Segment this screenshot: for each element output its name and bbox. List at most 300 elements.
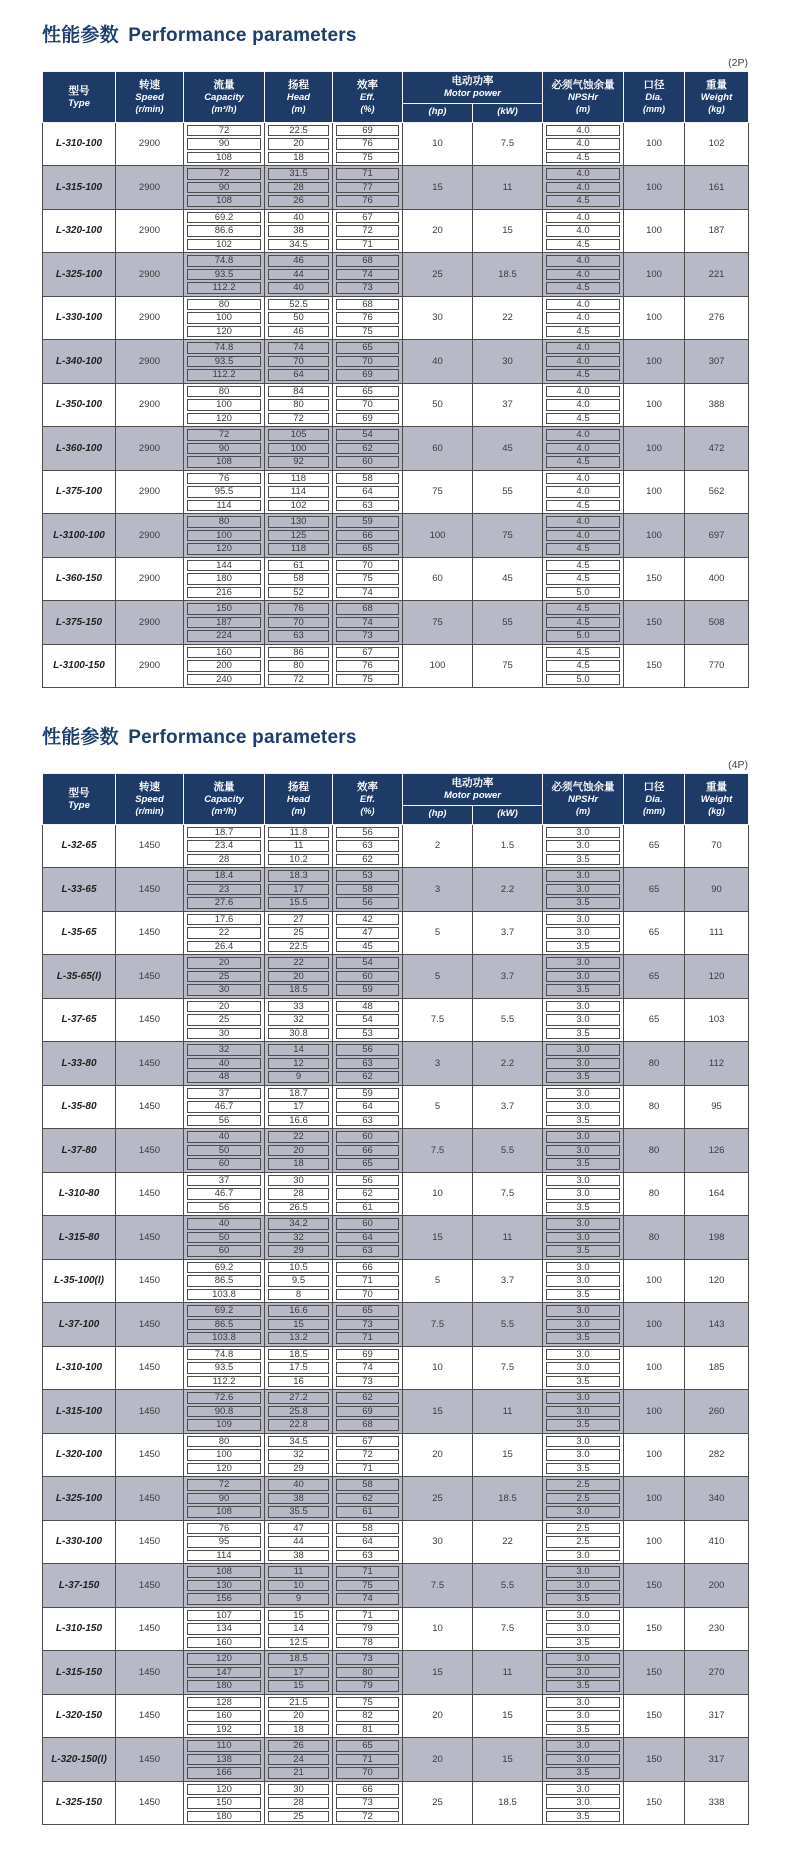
cell-weight: 276 xyxy=(685,296,749,340)
cell-type: L-35-65 xyxy=(43,911,116,955)
col-npshr: 必须气蚀余量 NPSHr (m) xyxy=(543,72,624,123)
value-box: 34.2 xyxy=(268,1218,329,1230)
cell-kw: 5.5 xyxy=(473,1129,543,1173)
cell-hp: 10 xyxy=(403,1607,473,1651)
cell-eff xyxy=(333,955,403,999)
cell-npshr xyxy=(543,1694,624,1738)
cell-type: L-35-65(I) xyxy=(43,955,116,999)
table-row xyxy=(43,1738,749,1782)
value-box: 12 xyxy=(268,1058,329,1070)
value-box: 34.5 xyxy=(268,239,329,251)
value-box: 54 xyxy=(336,429,399,441)
value-box: 105 xyxy=(268,429,329,441)
value-box: 78 xyxy=(336,1637,399,1649)
value-box: 71 xyxy=(336,1566,399,1578)
cell-kw: 45 xyxy=(473,557,543,601)
value-box: 110 xyxy=(187,1740,261,1752)
cell-type: L-325-100 xyxy=(43,253,116,297)
value-box: 62 xyxy=(336,1071,399,1083)
cell-weight: 317 xyxy=(685,1694,749,1738)
value-box: 44 xyxy=(268,269,329,281)
cell-dia: 65 xyxy=(624,824,685,868)
value-box: 56 xyxy=(336,827,399,839)
value-box: 3.0 xyxy=(546,927,620,939)
cell-npshr xyxy=(543,1651,624,1695)
value-box: 37 xyxy=(187,1088,261,1100)
cell-hp: 40 xyxy=(403,340,473,384)
value-box: 4.0 xyxy=(546,486,620,498)
value-box: 56 xyxy=(336,897,399,909)
cell-eff xyxy=(333,824,403,868)
cell-npshr xyxy=(543,1607,624,1651)
value-box: 3.5 xyxy=(546,1593,620,1605)
cell-weight: 270 xyxy=(685,1651,749,1695)
cell-type: L-375-150 xyxy=(43,601,116,645)
value-box: 72 xyxy=(336,1811,399,1823)
cell-capacity xyxy=(184,1433,265,1477)
cell-eff xyxy=(333,911,403,955)
cell-capacity xyxy=(184,340,265,384)
cell-eff xyxy=(333,601,403,645)
table-row xyxy=(43,955,749,999)
value-box: 15 xyxy=(268,1680,329,1692)
value-box: 40 xyxy=(187,1218,261,1230)
cell-eff xyxy=(333,1259,403,1303)
section-title-en: Performance parameters xyxy=(128,727,357,749)
cell-speed: 2900 xyxy=(116,166,184,210)
cell-kw: 22 xyxy=(473,1520,543,1564)
col-eff: 效率 Eff. (%) xyxy=(333,774,403,825)
col-capacity: 流量 Capacity (m³/h) xyxy=(184,72,265,123)
cell-speed: 2900 xyxy=(116,253,184,297)
cell-speed: 1450 xyxy=(116,998,184,1042)
cell-head xyxy=(265,427,333,471)
cell-npshr xyxy=(543,824,624,868)
cell-head xyxy=(265,1216,333,1260)
cell-dia: 100 xyxy=(624,1390,685,1434)
cell-hp: 15 xyxy=(403,166,473,210)
value-box: 90.8 xyxy=(187,1406,261,1418)
col-type: 型号 Type xyxy=(43,774,116,825)
value-box: 4.5 xyxy=(546,239,620,251)
value-box: 68 xyxy=(336,603,399,615)
value-box: 23 xyxy=(187,884,261,896)
value-box: 130 xyxy=(187,1580,261,1592)
cell-npshr xyxy=(543,1564,624,1608)
value-box: 3.0 xyxy=(546,1262,620,1274)
value-box: 3.5 xyxy=(546,1071,620,1083)
cell-head xyxy=(265,601,333,645)
value-box: 72 xyxy=(187,125,261,137)
value-box: 71 xyxy=(336,1275,399,1287)
cell-dia: 100 xyxy=(624,470,685,514)
cell-weight: 410 xyxy=(685,1520,749,1564)
value-box: 58 xyxy=(336,1479,399,1491)
value-box: 65 xyxy=(336,1158,399,1170)
value-box: 3.5 xyxy=(546,984,620,996)
value-box: 18 xyxy=(268,1158,329,1170)
cell-capacity xyxy=(184,1085,265,1129)
cell-eff xyxy=(333,427,403,471)
value-box: 26.4 xyxy=(187,941,261,953)
cell-speed: 1450 xyxy=(116,911,184,955)
cell-kw: 11 xyxy=(473,1390,543,1434)
value-box: 10 xyxy=(268,1580,329,1592)
cell-type: L-315-150 xyxy=(43,1651,116,1695)
value-box: 10.2 xyxy=(268,854,329,866)
table-row xyxy=(43,166,749,210)
cell-speed: 2900 xyxy=(116,427,184,471)
value-box: 180 xyxy=(187,573,261,585)
value-box: 63 xyxy=(336,840,399,852)
value-box: 18 xyxy=(268,1724,329,1736)
cell-weight: 221 xyxy=(685,253,749,297)
value-box: 62 xyxy=(336,854,399,866)
value-box: 180 xyxy=(187,1680,261,1692)
cell-type: L-360-100 xyxy=(43,427,116,471)
cell-head xyxy=(265,470,333,514)
cell-capacity xyxy=(184,1781,265,1825)
value-box: 28 xyxy=(268,1188,329,1200)
cell-head xyxy=(265,209,333,253)
cell-npshr xyxy=(543,557,624,601)
cell-weight: 400 xyxy=(685,557,749,601)
cell-weight: 200 xyxy=(685,1564,749,1608)
value-box: 52.5 xyxy=(268,299,329,311)
cell-weight: 388 xyxy=(685,383,749,427)
value-box: 54 xyxy=(336,1014,399,1026)
value-box: 18.5 xyxy=(268,1653,329,1665)
value-box: 72 xyxy=(268,674,329,686)
value-box: 65 xyxy=(336,386,399,398)
cell-speed: 1450 xyxy=(116,1259,184,1303)
value-box: 18.7 xyxy=(268,1088,329,1100)
table-row xyxy=(43,911,749,955)
value-box: 93.5 xyxy=(187,269,261,281)
value-box: 20 xyxy=(187,957,261,969)
value-box: 32 xyxy=(268,1449,329,1461)
cell-weight: 697 xyxy=(685,514,749,558)
cell-weight: 317 xyxy=(685,1738,749,1782)
value-box: 120 xyxy=(187,326,261,338)
value-box: 21 xyxy=(268,1767,329,1779)
cell-npshr xyxy=(543,1520,624,1564)
value-box: 71 xyxy=(336,1610,399,1622)
value-box: 26 xyxy=(268,1740,329,1752)
value-box: 28 xyxy=(268,182,329,194)
value-box: 18.5 xyxy=(268,1349,329,1361)
cell-capacity xyxy=(184,1477,265,1521)
value-box: 63 xyxy=(336,1058,399,1070)
value-box: 77 xyxy=(336,182,399,194)
value-box: 4.0 xyxy=(546,516,620,528)
table-row xyxy=(43,383,749,427)
cell-kw: 18.5 xyxy=(473,1781,543,1825)
cell-capacity xyxy=(184,209,265,253)
value-box: 60 xyxy=(336,456,399,468)
cell-dia: 100 xyxy=(624,340,685,384)
cell-head xyxy=(265,1564,333,1608)
value-box: 16.6 xyxy=(268,1305,329,1317)
value-box: 68 xyxy=(336,1419,399,1431)
value-box: 66 xyxy=(336,1784,399,1796)
value-box: 3.5 xyxy=(546,854,620,866)
value-box: 3.0 xyxy=(546,1275,620,1287)
cell-head xyxy=(265,296,333,340)
table-row xyxy=(43,1303,749,1347)
cell-npshr xyxy=(543,427,624,471)
value-box: 144 xyxy=(187,560,261,572)
cell-speed: 1450 xyxy=(116,1172,184,1216)
value-box: 32 xyxy=(187,1044,261,1056)
cell-weight: 340 xyxy=(685,1477,749,1521)
value-box: 61 xyxy=(336,1202,399,1214)
value-box: 118 xyxy=(268,473,329,485)
cell-type: L-310-150 xyxy=(43,1607,116,1651)
cell-kw: 18.5 xyxy=(473,1477,543,1521)
pole-count-label: (4P) xyxy=(728,759,748,772)
cell-capacity xyxy=(184,911,265,955)
cell-kw: 55 xyxy=(473,601,543,645)
performance-section-4p xyxy=(42,722,748,1825)
cell-npshr xyxy=(543,1129,624,1173)
col-dia: 口径 Dia. (mm) xyxy=(624,72,685,123)
table-row xyxy=(43,1129,749,1173)
cell-dia: 100 xyxy=(624,1303,685,1347)
cell-eff xyxy=(333,868,403,912)
cell-kw: 37 xyxy=(473,383,543,427)
cell-dia: 100 xyxy=(624,1346,685,1390)
value-box: 240 xyxy=(187,674,261,686)
value-box: 59 xyxy=(336,516,399,528)
cell-weight: 307 xyxy=(685,340,749,384)
table-row xyxy=(43,296,749,340)
value-box: 100 xyxy=(187,1449,261,1461)
value-box: 125 xyxy=(268,530,329,542)
cell-type: L-340-100 xyxy=(43,340,116,384)
cell-head xyxy=(265,1259,333,1303)
value-box: 50 xyxy=(187,1232,261,1244)
cell-npshr xyxy=(543,955,624,999)
performance-section-2p xyxy=(42,20,748,688)
value-box: 4.0 xyxy=(546,443,620,455)
value-box: 93.5 xyxy=(187,1362,261,1374)
value-box: 56 xyxy=(336,1044,399,1056)
value-box: 25 xyxy=(187,1014,261,1026)
value-box: 3.5 xyxy=(546,1463,620,1475)
value-box: 4.5 xyxy=(546,617,620,629)
value-box: 3.5 xyxy=(546,1245,620,1257)
cell-dia: 100 xyxy=(624,427,685,471)
cell-hp: 50 xyxy=(403,383,473,427)
value-box: 100 xyxy=(187,530,261,542)
value-box: 63 xyxy=(336,1550,399,1562)
value-box: 3.0 xyxy=(546,1566,620,1578)
value-box: 32 xyxy=(268,1232,329,1244)
value-box: 4.5 xyxy=(546,647,620,659)
table-row xyxy=(43,1477,749,1521)
cell-hp: 75 xyxy=(403,470,473,514)
cell-hp: 100 xyxy=(403,644,473,688)
value-box: 3.0 xyxy=(546,1697,620,1709)
value-box: 75 xyxy=(336,674,399,686)
value-box: 74 xyxy=(268,342,329,354)
cell-kw: 1.5 xyxy=(473,824,543,868)
cell-head xyxy=(265,1042,333,1086)
cell-capacity xyxy=(184,470,265,514)
value-box: 69 xyxy=(336,1406,399,1418)
col-type: 型号 Type xyxy=(43,72,116,123)
cell-weight: 508 xyxy=(685,601,749,645)
value-box: 64 xyxy=(336,486,399,498)
value-box: 63 xyxy=(336,1245,399,1257)
cell-head xyxy=(265,383,333,427)
value-box: 80 xyxy=(336,1667,399,1679)
table-row xyxy=(43,998,749,1042)
value-box: 34.5 xyxy=(268,1436,329,1448)
value-box: 84 xyxy=(268,386,329,398)
cell-kw: 15 xyxy=(473,209,543,253)
cell-capacity xyxy=(184,1172,265,1216)
value-box: 22 xyxy=(268,1131,329,1143)
value-box: 3.0 xyxy=(546,1436,620,1448)
value-box: 3.0 xyxy=(546,1349,620,1361)
cell-speed: 2900 xyxy=(116,601,184,645)
col-head: 扬程 Head (m) xyxy=(265,774,333,825)
col-weight: 重量 Weight (kg) xyxy=(685,774,749,825)
value-box: 108 xyxy=(187,152,261,164)
cell-head xyxy=(265,122,333,166)
cell-npshr xyxy=(543,122,624,166)
value-box: 69 xyxy=(336,125,399,137)
col-hp: (hp) xyxy=(403,805,473,824)
cell-eff xyxy=(333,644,403,688)
value-box: 47 xyxy=(268,1523,329,1535)
value-box: 74 xyxy=(336,1362,399,1374)
value-box: 61 xyxy=(336,1506,399,1518)
value-box: 30 xyxy=(268,1784,329,1796)
cell-type: L-315-100 xyxy=(43,1390,116,1434)
table-row xyxy=(43,1651,749,1695)
cell-kw: 5.5 xyxy=(473,1564,543,1608)
value-box: 3.0 xyxy=(546,1131,620,1143)
pole-count-label: (2P) xyxy=(728,57,748,69)
cell-npshr xyxy=(543,253,624,297)
value-box: 200 xyxy=(187,660,261,672)
value-box: 69.2 xyxy=(187,1305,261,1317)
cell-kw: 11 xyxy=(473,1651,543,1695)
value-box: 60 xyxy=(336,971,399,983)
cell-kw: 7.5 xyxy=(473,122,543,166)
cell-dia: 100 xyxy=(624,166,685,210)
cell-hp: 15 xyxy=(403,1390,473,1434)
value-box: 90 xyxy=(187,182,261,194)
value-box: 21.5 xyxy=(268,1697,329,1709)
table-header xyxy=(43,72,749,123)
cell-type: L-33-80 xyxy=(43,1042,116,1086)
table-row xyxy=(43,514,749,558)
value-box: 147 xyxy=(187,1667,261,1679)
cell-hp: 25 xyxy=(403,1477,473,1521)
value-box: 64 xyxy=(336,1232,399,1244)
value-box: 3.5 xyxy=(546,1158,620,1170)
value-box: 114 xyxy=(187,1550,261,1562)
cell-speed: 2900 xyxy=(116,644,184,688)
value-box: 22.8 xyxy=(268,1419,329,1431)
value-box: 22 xyxy=(268,957,329,969)
value-box: 160 xyxy=(187,647,261,659)
cell-dia: 150 xyxy=(624,1738,685,1782)
cell-head xyxy=(265,1172,333,1216)
cell-capacity xyxy=(184,601,265,645)
cell-eff xyxy=(333,1781,403,1825)
value-box: 112.2 xyxy=(187,1376,261,1388)
cell-dia: 100 xyxy=(624,1520,685,1564)
value-box: 48 xyxy=(336,1001,399,1013)
col-capacity: 流量 Capacity (m³/h) xyxy=(184,774,265,825)
value-box: 3.5 xyxy=(546,1680,620,1692)
cell-kw: 45 xyxy=(473,427,543,471)
value-box: 17.5 xyxy=(268,1362,329,1374)
value-box: 102 xyxy=(187,239,261,251)
value-box: 3.0 xyxy=(546,1740,620,1752)
cell-dia: 100 xyxy=(624,296,685,340)
value-box: 29 xyxy=(268,1463,329,1475)
value-box: 4.5 xyxy=(546,660,620,672)
cell-eff xyxy=(333,253,403,297)
value-box: 70 xyxy=(336,1289,399,1301)
value-box: 66 xyxy=(336,530,399,542)
cell-weight: 338 xyxy=(685,1781,749,1825)
value-box: 3.5 xyxy=(546,1724,620,1736)
cell-type: L-325-100 xyxy=(43,1477,116,1521)
value-box: 4.0 xyxy=(546,212,620,224)
cell-head xyxy=(265,955,333,999)
value-box: 107 xyxy=(187,1610,261,1622)
value-box: 3.5 xyxy=(546,1115,620,1127)
cell-capacity xyxy=(184,1564,265,1608)
value-box: 54 xyxy=(336,957,399,969)
value-box: 4.0 xyxy=(546,269,620,281)
table-row xyxy=(43,340,749,384)
value-box: 60 xyxy=(187,1158,261,1170)
cell-hp: 10 xyxy=(403,1346,473,1390)
cell-npshr xyxy=(543,1085,624,1129)
value-box: 22.5 xyxy=(268,941,329,953)
value-box: 80 xyxy=(187,386,261,398)
cell-hp: 15 xyxy=(403,1651,473,1695)
cell-type: L-37-65 xyxy=(43,998,116,1042)
value-box: 3.0 xyxy=(546,1319,620,1331)
cell-head xyxy=(265,998,333,1042)
value-box: 18.4 xyxy=(187,870,261,882)
cell-weight: 164 xyxy=(685,1172,749,1216)
col-kw: (kW) xyxy=(473,103,543,122)
value-box: 70 xyxy=(268,617,329,629)
cell-dia: 100 xyxy=(624,1433,685,1477)
value-box: 3.5 xyxy=(546,1202,620,1214)
cell-eff xyxy=(333,1042,403,1086)
value-box: 90 xyxy=(187,1493,261,1505)
value-box: 26.5 xyxy=(268,1202,329,1214)
cell-weight: 126 xyxy=(685,1129,749,1173)
col-head: 扬程 Head (m) xyxy=(265,72,333,123)
performance-table-4p xyxy=(42,773,749,1825)
cell-speed: 2900 xyxy=(116,383,184,427)
cell-capacity xyxy=(184,1259,265,1303)
value-box: 3.0 xyxy=(546,1580,620,1592)
cell-speed: 1450 xyxy=(116,1694,184,1738)
